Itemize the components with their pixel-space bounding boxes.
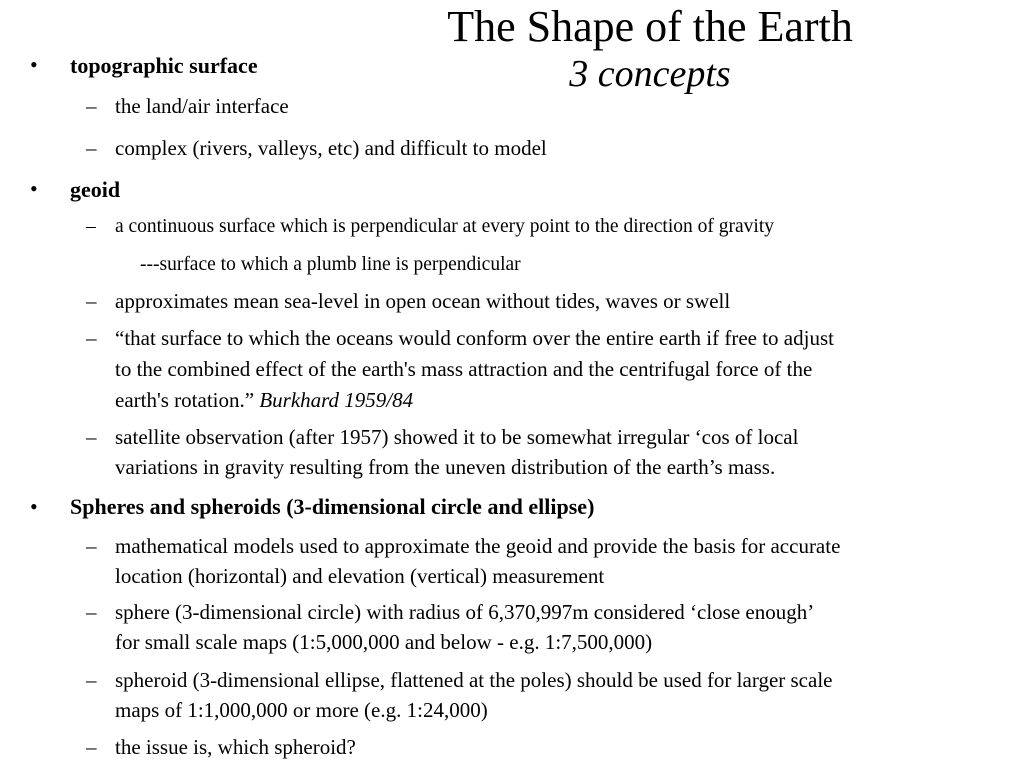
slide-title — [380, 2, 920, 96]
sub-item-math-models-line-1: mathematical models used to approximate the geoid and provide the basis for accurate — [115, 534, 841, 558]
sub-item-quote-line-1: “that surface to which the oceans would conform over the entire earth if free to adjust — [115, 326, 834, 350]
sub-item-sphere-line-2: for small scale maps (1:5,000,000 and below - e.g. 1:7,500,000) — [115, 630, 653, 654]
dash-marker: – — [86, 94, 97, 118]
sub-item-mean-sea-level: approximates mean sea-level in open ocean without tides, waves or swell — [115, 289, 731, 313]
sub-item-which-spheroid: the issue is, which spheroid? — [115, 735, 356, 759]
dash-marker: – — [86, 136, 97, 160]
dash-marker: – — [86, 326, 97, 350]
sub-item-continuous-surface: a continuous surface which is perpendicular at every point to the direction of gravity — [115, 216, 774, 237]
dash-marker: – — [86, 600, 97, 624]
dash-marker: – — [86, 668, 97, 692]
title-subtitle: 3 concepts — [569, 52, 731, 95]
bullet-marker: • — [30, 494, 38, 519]
sub-item-complex: complex (rivers, valleys, etc) and difficult to model — [115, 136, 547, 160]
sub-item-math-models-line-2: location (horizontal) and elevation (vertical) measurement — [115, 564, 605, 588]
sub-item-satellite-line-1: satellite observation (after 1957) showed it to be somewhat irregular ‘cos of local — [115, 425, 799, 449]
title-main: The Shape of the Earth — [447, 2, 853, 51]
sub-item-plumb-line-note: ---surface to which a plumb line is perpendicular — [140, 254, 521, 275]
sub-item-spheroid-line-2: maps of 1:1,000,000 or more (e.g. 1:24,000) — [115, 698, 488, 722]
bullet-marker: • — [30, 176, 38, 201]
dash-marker: – — [86, 425, 97, 449]
sub-item-land-air-interface: the land/air interface — [115, 94, 289, 118]
quote-end-text: earth's rotation.” — [115, 388, 260, 412]
sub-item-satellite-line-2: variations in gravity resulting from the uneven distribution of the earth’s mass. — [115, 455, 776, 479]
bullet-topographic-surface: topographic surface — [70, 53, 258, 78]
sub-item-sphere-line-1: sphere (3-dimensional circle) with radius of 6,370,997m considered ‘close enough’ — [115, 600, 815, 624]
bullet-geoid: geoid — [70, 177, 121, 202]
bullet-spheres-and-spheroids: Spheres and spheroids (3-dimensional circle and ellipse) — [70, 494, 595, 519]
dash-marker: – — [86, 735, 97, 759]
quote-citation: Burkhard 1959/84 — [259, 388, 414, 412]
dash-marker: – — [86, 534, 97, 558]
bullet-marker: • — [30, 52, 38, 77]
sub-item-quote-line-3 — [115, 388, 413, 413]
sub-item-spheroid-line-1: spheroid (3-dimensional ellipse, flattened at the poles) should be used for larger scale — [115, 668, 833, 692]
sub-item-quote-line-2: to the combined effect of the earth's mass attraction and the centrifugal force of the — [115, 357, 813, 381]
dash-marker: – — [86, 216, 96, 237]
dash-marker: – — [86, 289, 97, 313]
